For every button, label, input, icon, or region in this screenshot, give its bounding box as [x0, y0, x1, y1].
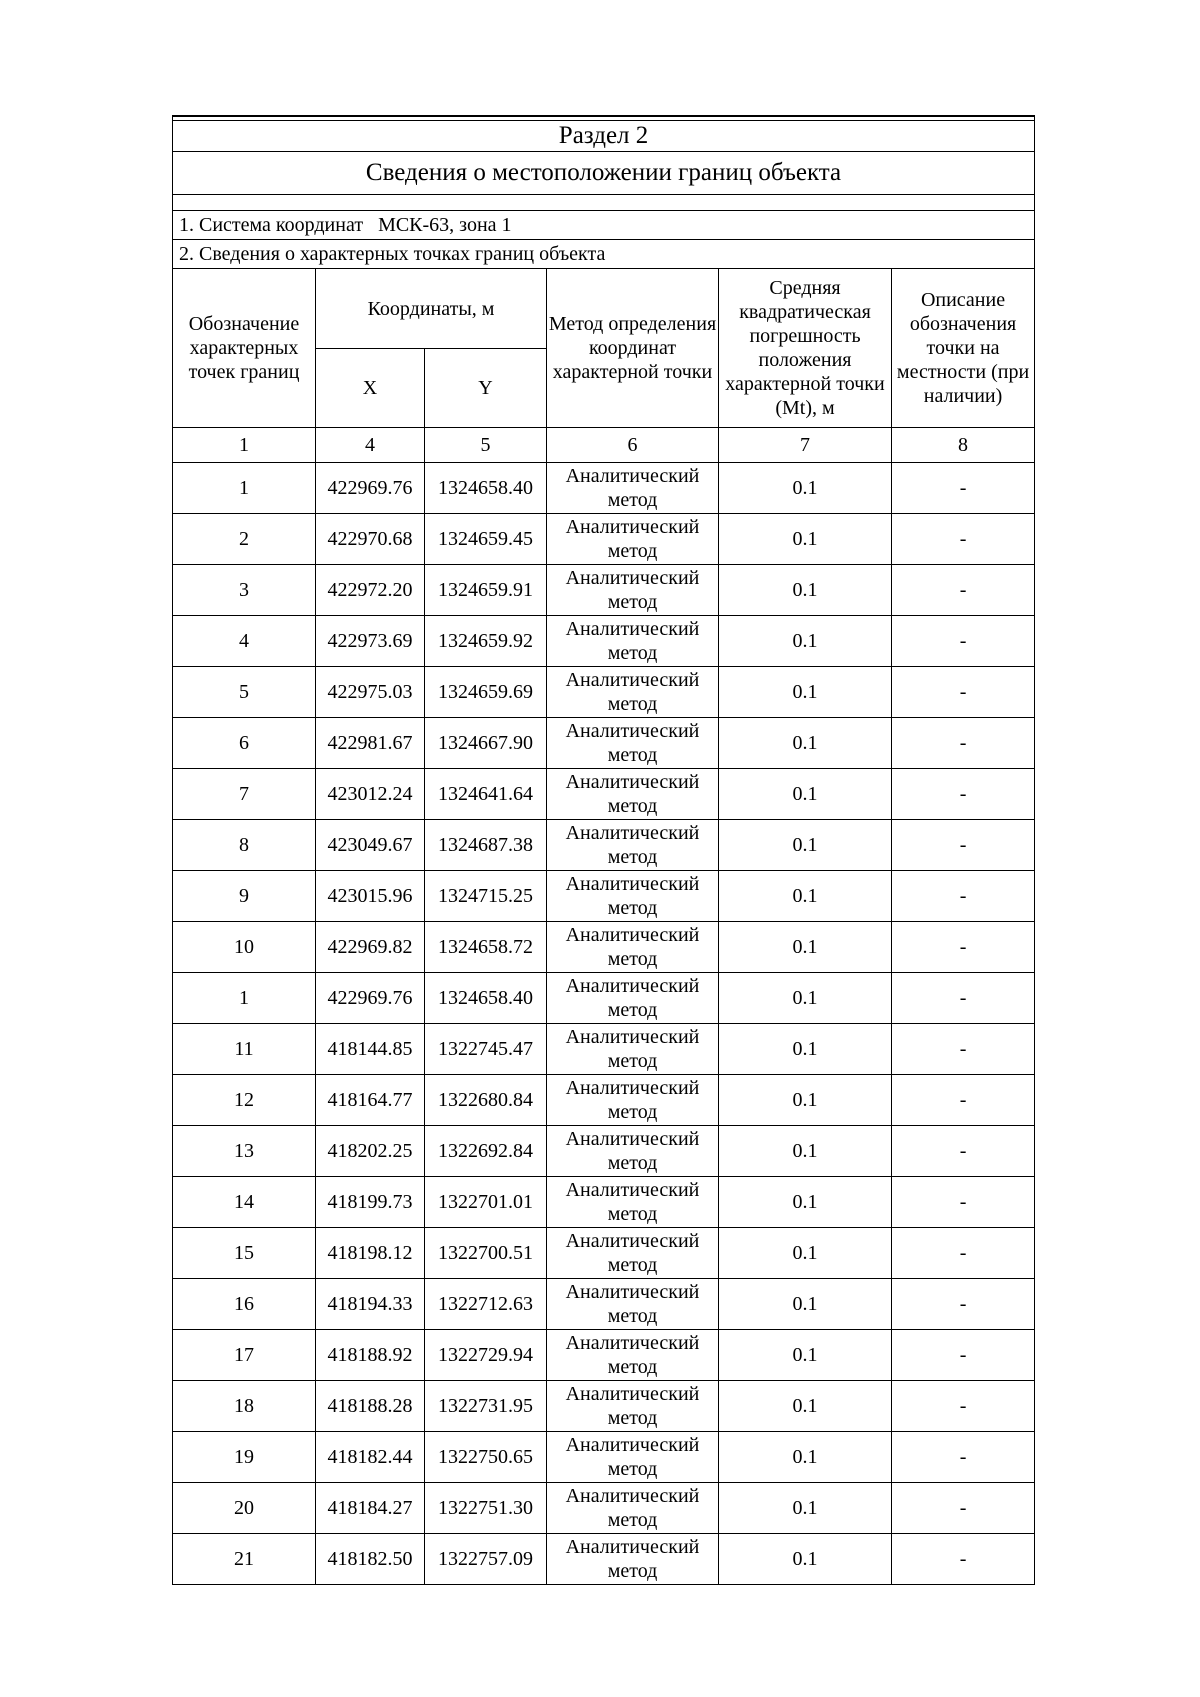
x-coordinate-cell: 422975.03 [316, 667, 425, 718]
method-cell: Аналитический метод [547, 1432, 719, 1483]
description-cell: - [892, 667, 1035, 718]
y-coordinate-cell: 1324687.38 [425, 820, 547, 871]
coord-system-value: МСК-63, зона 1 [378, 213, 512, 236]
y-coordinate-cell: 1322751.30 [425, 1483, 547, 1534]
point-number-cell: 2 [173, 514, 316, 565]
description-cell: - [892, 1228, 1035, 1279]
method-cell: Аналитический метод [547, 1126, 719, 1177]
x-coordinate-cell: 422973.69 [316, 616, 425, 667]
description-cell: - [892, 769, 1035, 820]
table-row [173, 820, 1035, 871]
method-cell: Аналитический метод [547, 1279, 719, 1330]
method-cell: Аналитический метод [547, 922, 719, 973]
error-cell: 0.1 [719, 1177, 892, 1228]
x-coordinate-cell: 422972.20 [316, 565, 425, 616]
error-cell: 0.1 [719, 1381, 892, 1432]
error-cell: 0.1 [719, 820, 892, 871]
method-cell: Аналитический метод [547, 1534, 719, 1585]
description-cell: - [892, 1483, 1035, 1534]
y-coordinate-cell: 1324641.64 [425, 769, 547, 820]
table-row [173, 463, 1035, 514]
table-row [173, 973, 1035, 1024]
x-coordinate-cell: 418188.92 [316, 1330, 425, 1381]
coord-system-label: 1. Система координат [179, 213, 364, 236]
x-coordinate-cell: 422981.67 [316, 718, 425, 769]
header-description: Описание обозначения точки на местности (при наличии) [892, 269, 1035, 428]
header-y: Y [425, 349, 547, 428]
point-number-cell: 8 [173, 820, 316, 871]
spacer-row [173, 195, 1035, 211]
description-cell: - [892, 1126, 1035, 1177]
point-number-cell: 12 [173, 1075, 316, 1126]
table-row [173, 667, 1035, 718]
coord-system-line [173, 211, 1035, 240]
point-number-cell: 17 [173, 1330, 316, 1381]
x-coordinate-cell: 418188.28 [316, 1381, 425, 1432]
y-coordinate-cell: 1322692.84 [425, 1126, 547, 1177]
y-coordinate-cell: 1324659.91 [425, 565, 547, 616]
method-cell: Аналитический метод [547, 1024, 719, 1075]
description-cell: - [892, 514, 1035, 565]
point-number-cell: 4 [173, 616, 316, 667]
x-coordinate-cell: 418164.77 [316, 1075, 425, 1126]
y-coordinate-cell: 1322680.84 [425, 1075, 547, 1126]
point-number-cell: 21 [173, 1534, 316, 1585]
description-cell: - [892, 820, 1035, 871]
point-number-cell: 11 [173, 1024, 316, 1075]
table-row [173, 1381, 1035, 1432]
header-designation: Обозначение характерных точек границ [173, 269, 316, 428]
point-number-cell: 3 [173, 565, 316, 616]
method-cell: Аналитический метод [547, 1330, 719, 1381]
column-number: 4 [316, 428, 425, 463]
point-number-cell: 10 [173, 922, 316, 973]
description-cell: - [892, 718, 1035, 769]
method-cell: Аналитический метод [547, 616, 719, 667]
point-number-cell: 5 [173, 667, 316, 718]
description-cell: - [892, 1534, 1035, 1585]
method-cell: Аналитический метод [547, 565, 719, 616]
point-number-cell: 18 [173, 1381, 316, 1432]
error-cell: 0.1 [719, 514, 892, 565]
x-coordinate-cell: 422970.68 [316, 514, 425, 565]
method-cell: Аналитический метод [547, 1228, 719, 1279]
point-number-cell: 9 [173, 871, 316, 922]
description-cell: - [892, 616, 1035, 667]
y-coordinate-cell: 1324658.40 [425, 973, 547, 1024]
table-row [173, 565, 1035, 616]
table-row [173, 718, 1035, 769]
column-number: 1 [173, 428, 316, 463]
error-cell: 0.1 [719, 1483, 892, 1534]
table-row [173, 922, 1035, 973]
y-coordinate-cell: 1322700.51 [425, 1228, 547, 1279]
method-cell: Аналитический метод [547, 1381, 719, 1432]
method-cell: Аналитический метод [547, 1483, 719, 1534]
point-number-cell: 20 [173, 1483, 316, 1534]
error-cell: 0.1 [719, 871, 892, 922]
description-cell: - [892, 1024, 1035, 1075]
method-cell: Аналитический метод [547, 769, 719, 820]
point-number-cell: 19 [173, 1432, 316, 1483]
x-coordinate-cell: 423049.67 [316, 820, 425, 871]
description-cell: - [892, 1075, 1035, 1126]
points-info-line: 2. Сведения о характерных точках границ объекта [173, 240, 1035, 269]
point-number-cell: 13 [173, 1126, 316, 1177]
y-coordinate-cell: 1324659.45 [425, 514, 547, 565]
method-cell: Аналитический метод [547, 820, 719, 871]
point-number-cell: 7 [173, 769, 316, 820]
x-coordinate-cell: 422969.76 [316, 973, 425, 1024]
x-coordinate-cell: 418144.85 [316, 1024, 425, 1075]
point-number-cell: 1 [173, 463, 316, 514]
header-coordinates: Координаты, м [316, 269, 547, 349]
error-cell: 0.1 [719, 463, 892, 514]
method-cell: Аналитический метод [547, 463, 719, 514]
error-cell: 0.1 [719, 1432, 892, 1483]
table-row [173, 1177, 1035, 1228]
section-title: Раздел 2 [173, 121, 1035, 152]
x-coordinate-cell: 418184.27 [316, 1483, 425, 1534]
description-cell: - [892, 922, 1035, 973]
column-number: 7 [719, 428, 892, 463]
table-row [173, 1483, 1035, 1534]
header-error: Средняя квадратическая погрешность положения характерной точки (Mt), м [719, 269, 892, 428]
header-x: X [316, 349, 425, 428]
error-cell: 0.1 [719, 718, 892, 769]
description-cell: - [892, 973, 1035, 1024]
table-row [173, 1075, 1035, 1126]
description-cell: - [892, 1177, 1035, 1228]
y-coordinate-cell: 1324667.90 [425, 718, 547, 769]
error-cell: 0.1 [719, 922, 892, 973]
description-cell: - [892, 463, 1035, 514]
y-coordinate-cell: 1322745.47 [425, 1024, 547, 1075]
description-cell: - [892, 1432, 1035, 1483]
boundary-points-table [172, 115, 1035, 1585]
y-coordinate-cell: 1322729.94 [425, 1330, 547, 1381]
error-cell: 0.1 [719, 1075, 892, 1126]
description-cell: - [892, 871, 1035, 922]
error-cell: 0.1 [719, 1279, 892, 1330]
y-coordinate-cell: 1322750.65 [425, 1432, 547, 1483]
table-row [173, 769, 1035, 820]
column-number: 6 [547, 428, 719, 463]
error-cell: 0.1 [719, 1330, 892, 1381]
error-cell: 0.1 [719, 1228, 892, 1279]
description-cell: - [892, 565, 1035, 616]
x-coordinate-cell: 418202.25 [316, 1126, 425, 1177]
table-row [173, 1432, 1035, 1483]
point-number-cell: 6 [173, 718, 316, 769]
error-cell: 0.1 [719, 1024, 892, 1075]
description-cell: - [892, 1330, 1035, 1381]
x-coordinate-cell: 418194.33 [316, 1279, 425, 1330]
y-coordinate-cell: 1322731.95 [425, 1381, 547, 1432]
x-coordinate-cell: 422969.82 [316, 922, 425, 973]
method-cell: Аналитический метод [547, 1177, 719, 1228]
table-row [173, 1126, 1035, 1177]
y-coordinate-cell: 1324658.72 [425, 922, 547, 973]
column-number: 8 [892, 428, 1035, 463]
table-row [173, 1024, 1035, 1075]
error-cell: 0.1 [719, 616, 892, 667]
header-method: Метод определения координат характерной точки [547, 269, 719, 428]
table-row [173, 1279, 1035, 1330]
error-cell: 0.1 [719, 565, 892, 616]
table-row [173, 514, 1035, 565]
x-coordinate-cell: 418182.50 [316, 1534, 425, 1585]
x-coordinate-cell: 418199.73 [316, 1177, 425, 1228]
description-cell: - [892, 1279, 1035, 1330]
x-coordinate-cell: 418182.44 [316, 1432, 425, 1483]
method-cell: Аналитический метод [547, 973, 719, 1024]
description-cell: - [892, 1381, 1035, 1432]
y-coordinate-cell: 1324659.92 [425, 616, 547, 667]
table-row [173, 871, 1035, 922]
y-coordinate-cell: 1324715.25 [425, 871, 547, 922]
boundary-points-document [172, 115, 1034, 1585]
error-cell: 0.1 [719, 667, 892, 718]
y-coordinate-cell: 1322701.01 [425, 1177, 547, 1228]
table-row [173, 616, 1035, 667]
x-coordinate-cell: 423012.24 [316, 769, 425, 820]
y-coordinate-cell: 1322757.09 [425, 1534, 547, 1585]
x-coordinate-cell: 422969.76 [316, 463, 425, 514]
point-number-cell: 14 [173, 1177, 316, 1228]
method-cell: Аналитический метод [547, 514, 719, 565]
method-cell: Аналитический метод [547, 667, 719, 718]
table-row [173, 1228, 1035, 1279]
point-number-cell: 16 [173, 1279, 316, 1330]
point-number-cell: 15 [173, 1228, 316, 1279]
table-row [173, 1330, 1035, 1381]
method-cell: Аналитический метод [547, 871, 719, 922]
error-cell: 0.1 [719, 1534, 892, 1585]
point-number-cell: 1 [173, 973, 316, 1024]
error-cell: 0.1 [719, 973, 892, 1024]
y-coordinate-cell: 1322712.63 [425, 1279, 547, 1330]
x-coordinate-cell: 418198.12 [316, 1228, 425, 1279]
column-numbers-row [173, 428, 1035, 463]
method-cell: Аналитический метод [547, 1075, 719, 1126]
error-cell: 0.1 [719, 1126, 892, 1177]
table-row [173, 1534, 1035, 1585]
y-coordinate-cell: 1324658.40 [425, 463, 547, 514]
error-cell: 0.1 [719, 769, 892, 820]
column-number: 5 [425, 428, 547, 463]
y-coordinate-cell: 1324659.69 [425, 667, 547, 718]
method-cell: Аналитический метод [547, 718, 719, 769]
x-coordinate-cell: 423015.96 [316, 871, 425, 922]
subtitle: Сведения о местоположении границ объекта [173, 152, 1035, 195]
